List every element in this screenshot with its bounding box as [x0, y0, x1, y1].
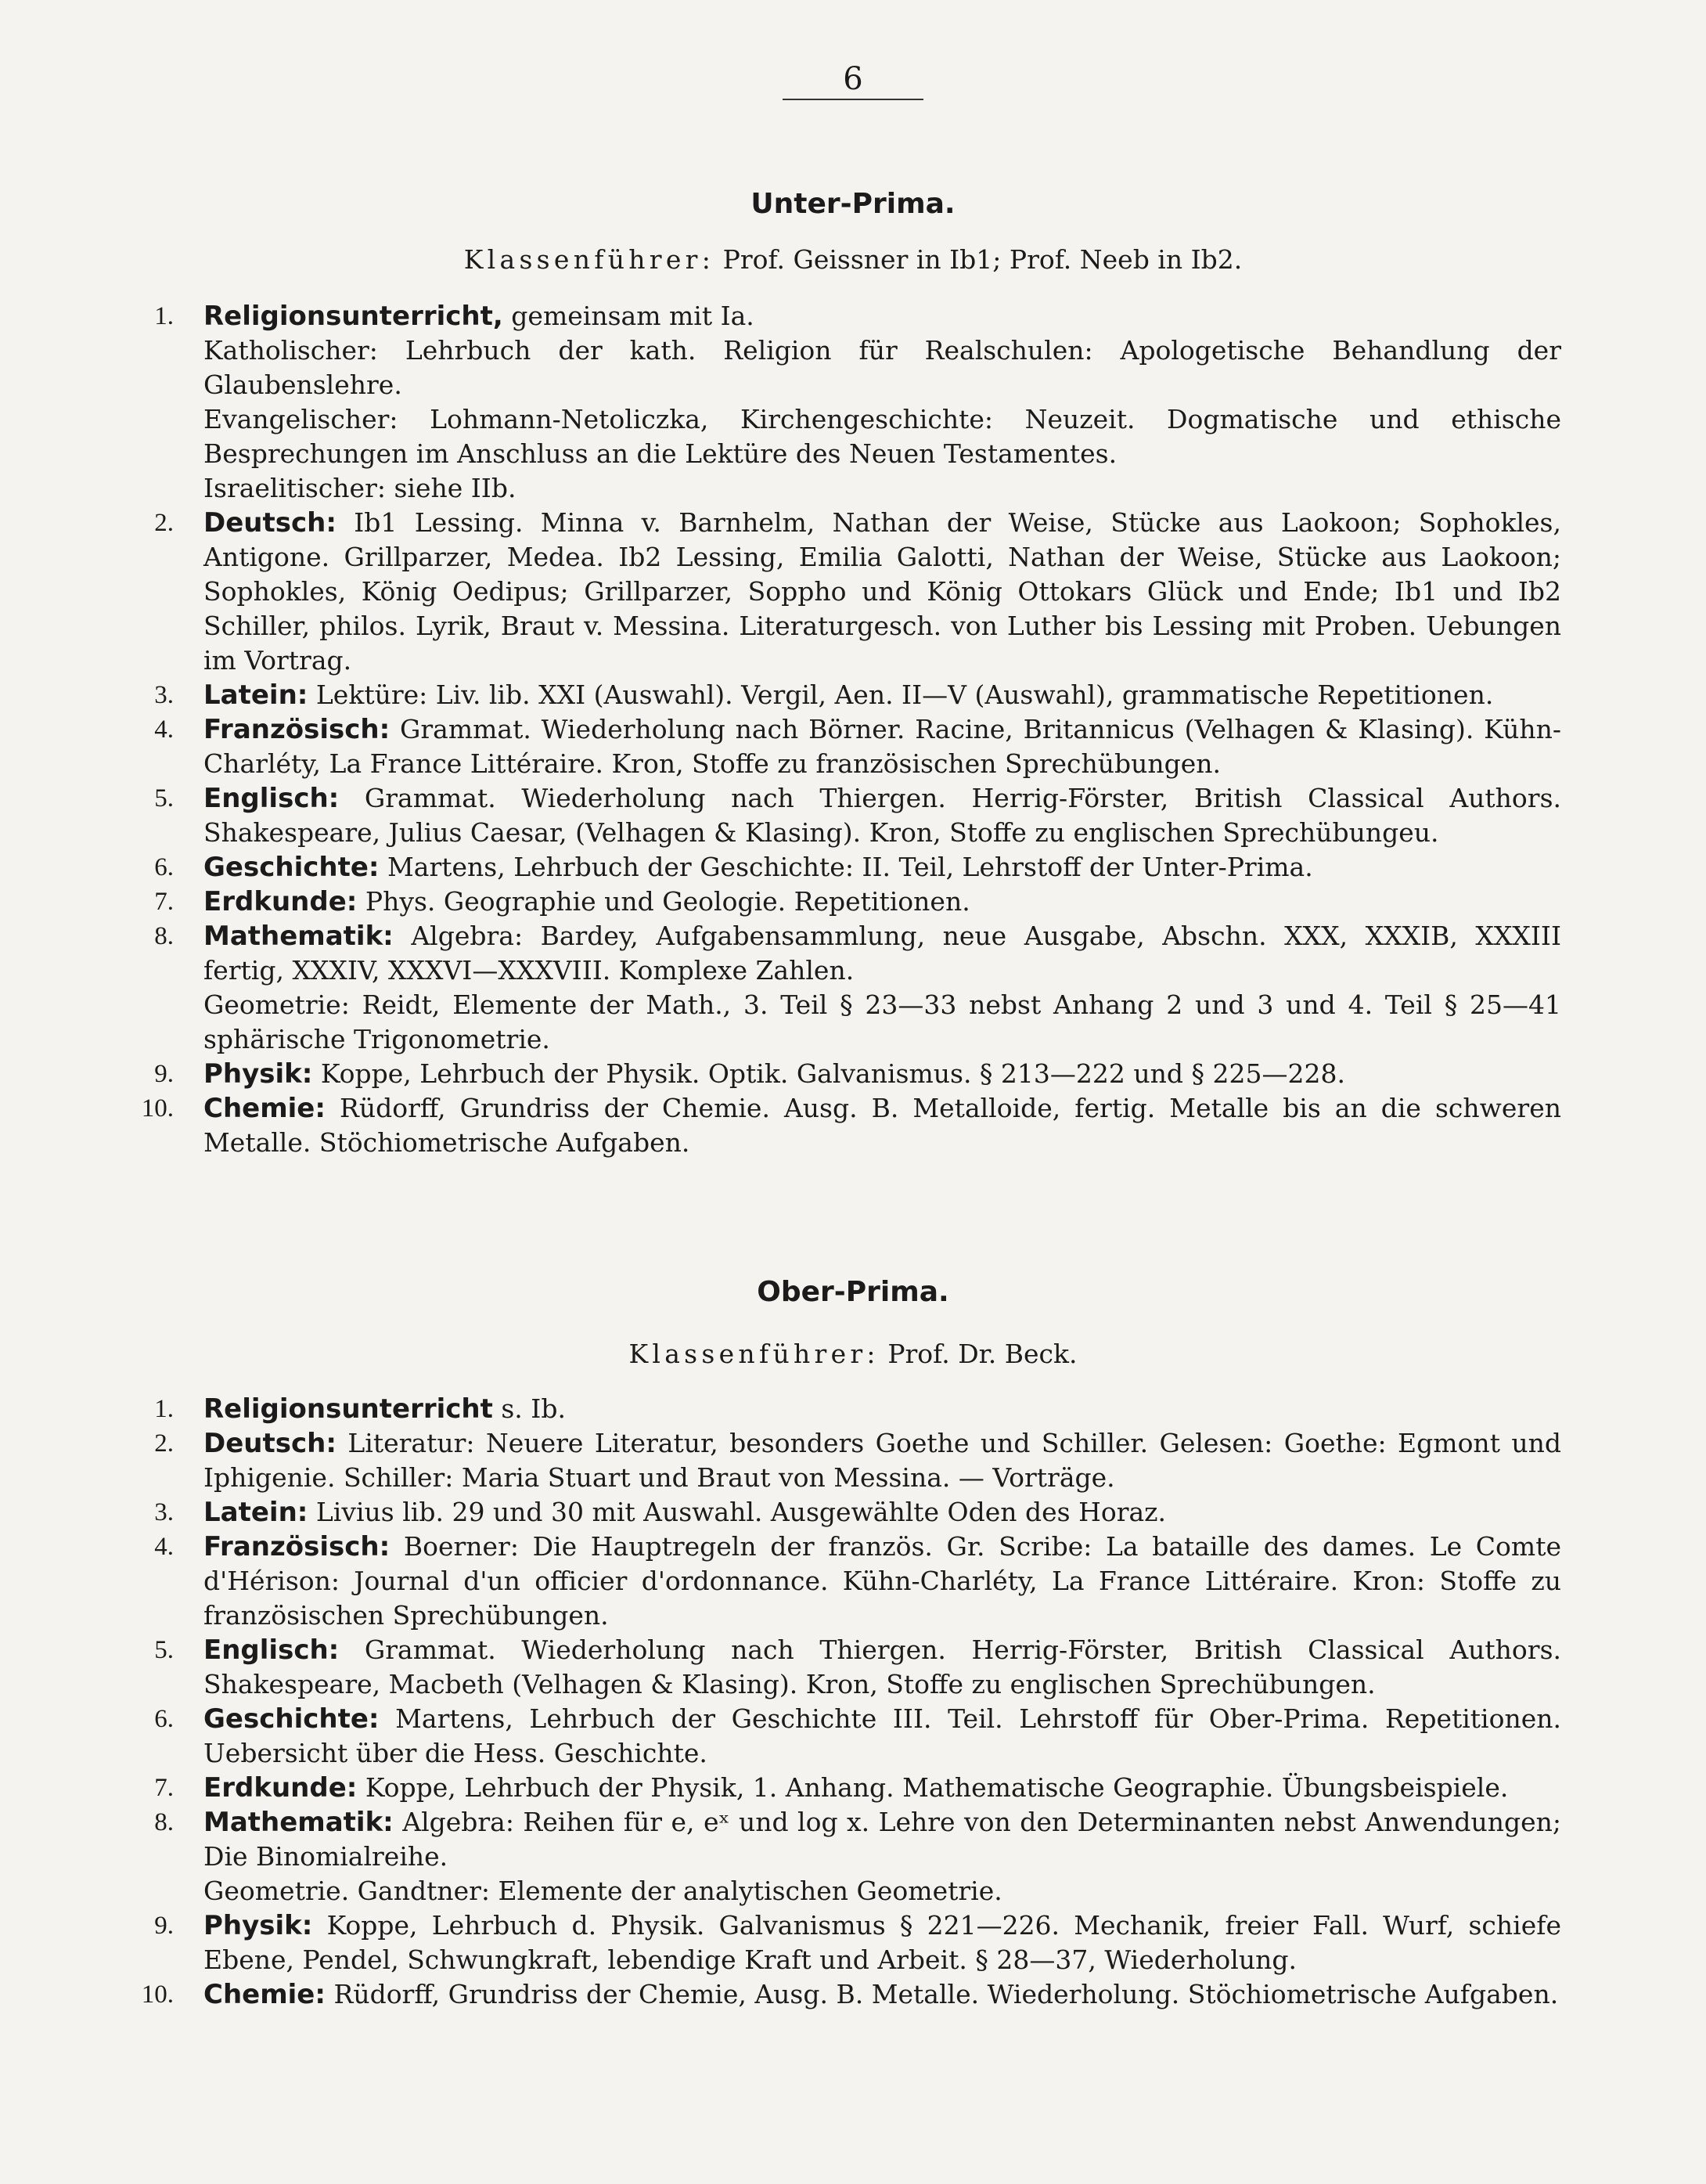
item-text: Evangelischer: Lohmann-Netoliczka, Kirchengeschichte: Neuzeit. Dogmatische und ethische Besprechungen im Anschluss an die Lektüre des Neuen Testamentes.	[203, 404, 1561, 469]
subject-item	[117, 1426, 1561, 1495]
item-text: Literatur: Neuere Literatur, besonders Goethe und Schiller. Gelesen: Goethe: Egmont und Iphigenie. Schiller: Maria Stuart und Braut von Messina. — Vorträge.	[203, 1428, 1562, 1493]
item-line	[203, 988, 1561, 1057]
item-text: Rüdorff, Grundriss der Chemie. Ausg. B. Metalloide, fertig. Metalle bis an die schweren Metalle. Stöchiometrische Aufgaben.	[203, 1093, 1561, 1158]
subject-name: Erdkunde:	[203, 886, 358, 917]
item-number: 3.	[154, 1498, 174, 1526]
item-line	[203, 1530, 1561, 1633]
item-line	[203, 506, 1561, 678]
item-text: Ib1 Lessing. Minna v. Barnhelm, Nathan der Weise, Stücke aus Laokoon; Sophokles, Antigone. Grillparzer, Medea. Ib2 Lessing, Emilia Galotti, Nathan der Weise, Stücke aus Laokoon; Sophokles, König Oedipus; Grillparzer, Soppho und König Ottokars Glück und Ende; Ib1 und Ib2 Schiller, philos. Lyrik, Braut v. Messina. Literaturgesch. von Luther bis Lessing mit Proben. Uebungen im Vortrag.	[203, 507, 1561, 676]
subject-item	[117, 712, 1561, 781]
item-text: Grammat. Wiederholung nach Börner. Racine, Britannicus (Velhagen & Klasing). Kühn-Charléty, La France Littéraire. Kron, Stoffe zu französischen Sprechübungen.	[203, 714, 1561, 779]
subject-name: Deutsch:	[203, 507, 337, 539]
item-line	[203, 1392, 1561, 1426]
subject-item	[117, 885, 1561, 919]
item-text: Geometrie: Reidt, Elemente der Math., 3. Teil § 23—33 nebst Anhang 2 und 3 und 4. Teil § 25—41 sphärische Trigonometrie.	[203, 989, 1561, 1054]
teacher-value: Prof. Dr. Beck.	[887, 1339, 1078, 1369]
item-line	[203, 402, 1561, 471]
item-text: Koppe, Lehrbuch d. Physik. Galvanismus § 221—226. Mechanik, freier Fall. Wurf, schiefe Ebene, Pendel, Schwungkraft, lebendige Kraft und Arbeit. § 28—37, Wiederholung.	[203, 1910, 1561, 1975]
item-line	[203, 781, 1561, 850]
subject-item	[117, 506, 1561, 678]
subject-item	[117, 1908, 1561, 1977]
item-line	[203, 333, 1561, 402]
subject-name: Geschichte:	[203, 1703, 380, 1735]
class-teacher-unter-prima	[0, 244, 1706, 275]
subject-item	[117, 1530, 1561, 1633]
subject-name: Geschichte:	[203, 852, 380, 883]
subject-name: Mathematik:	[203, 921, 394, 952]
item-text: Phys. Geographie und Geologie. Repetitionen.	[365, 886, 970, 917]
item-text: Algebra: Bardey, Aufgabensammlung, neue Ausgabe, Abschn. XXX, XXXIB, XXXIII fertig, XXXIV, XXXVI—XXXVIII. Komplexe Zahlen.	[203, 921, 1561, 986]
subject-name: Latein:	[203, 679, 308, 711]
subject-item	[117, 1771, 1561, 1805]
item-text: Katholischer: Lehrbuch der kath. Religion für Realschulen: Apologetische Behandlung der Glaubenslehre.	[203, 335, 1561, 400]
item-number: 2.	[154, 1429, 174, 1458]
item-number: 6.	[154, 853, 174, 881]
item-number: 10.	[141, 1980, 174, 2009]
subject-item	[117, 1977, 1561, 2012]
subject-name: Religionsunterricht	[203, 1393, 493, 1425]
subject-item	[117, 850, 1561, 885]
item-line	[203, 919, 1561, 988]
item-number: 8.	[154, 922, 174, 950]
subject-name: Englisch:	[203, 783, 340, 814]
item-line	[203, 1805, 1561, 1874]
teacher-value: Prof. Geissner in Ib1; Prof. Neeb in Ib2.	[722, 244, 1243, 275]
item-text: gemeinsam mit Ia.	[511, 301, 754, 331]
subject-item	[117, 1392, 1561, 1426]
item-line	[203, 299, 1561, 333]
item-text: Boerner: Die Hauptregeln der französ. Gr. Scribe: La bataille des dames. Le Comte d'Hérison: Journal d'un officier d'ordonnance. Kühn-Charléty, La France Littéraire. Kron: Stoffe zu französischen Sprechübungen.	[203, 1531, 1561, 1631]
subject-item	[117, 1091, 1561, 1160]
item-text: Livius lib. 29 und 30 mit Auswahl. Ausgewählte Oden des Horaz.	[315, 1497, 1167, 1527]
item-line	[203, 1057, 1561, 1091]
item-line	[203, 678, 1561, 712]
item-line	[203, 1771, 1561, 1805]
item-text: Lektüre: Liv. lib. XXI (Auswahl). Vergil, Aen. II—V (Auswahl), grammatische Repetitionen.	[315, 679, 1494, 710]
item-number: 9.	[154, 1060, 174, 1088]
item-text: Grammat. Wiederholung nach Thiergen. Herrig-Förster, British Classical Authors. Shakespeare, Julius Caesar, (Velhagen & Klasing). Kron, Stoffe zu englischen Sprechübungeu.	[203, 783, 1561, 848]
item-number: 6.	[154, 1705, 174, 1733]
item-text: s. Ib.	[501, 1393, 566, 1424]
subject-item	[117, 1633, 1561, 1702]
item-line	[203, 1874, 1561, 1908]
item-line	[203, 712, 1561, 781]
item-line	[203, 1908, 1561, 1977]
item-text: Grammat. Wiederholung nach Thiergen. Herrig-Förster, British Classical Authors. Shakespeare, Macbeth (Velhagen & Klasing). Kron, Stoffe zu englischen Sprechübungen.	[203, 1634, 1561, 1699]
item-text: Martens, Lehrbuch der Geschichte: II. Teil, Lehrstoff der Unter-Prima.	[387, 852, 1313, 882]
item-line	[203, 1495, 1561, 1530]
subject-list-unter-prima	[117, 299, 1561, 1160]
item-line	[203, 471, 1561, 506]
item-number: 1.	[154, 302, 174, 330]
item-text: Koppe, Lehrbuch der Physik. Optik. Galvanismus. § 213—222 und § 225—228.	[320, 1058, 1345, 1089]
item-line	[203, 1426, 1561, 1495]
subject-item	[117, 781, 1561, 850]
item-line	[203, 1702, 1561, 1771]
item-number: 3.	[154, 681, 174, 709]
item-text: Israelitischer: siehe IIb.	[203, 473, 516, 503]
item-line	[203, 885, 1561, 919]
subject-name: Latein:	[203, 1497, 308, 1528]
subject-name: Französisch:	[203, 714, 391, 745]
subject-name: Religionsunterricht,	[203, 301, 503, 332]
subject-item	[117, 1057, 1561, 1091]
item-number: 2.	[154, 509, 174, 537]
subject-item	[117, 919, 1561, 1057]
item-line	[203, 1977, 1561, 2012]
subject-name: Chemie:	[203, 1979, 326, 2010]
teacher-label: Klassenführer:	[463, 244, 715, 275]
section-title-ober-prima: Ober-Prima.	[757, 1276, 949, 1308]
subject-name: Physik:	[203, 1910, 313, 1941]
subject-item	[117, 1495, 1561, 1530]
item-number: 4.	[154, 1533, 174, 1561]
subject-name: Chemie:	[203, 1093, 326, 1124]
item-number: 4.	[154, 715, 174, 744]
subject-item	[117, 1805, 1561, 1908]
section-title-unter-prima: Unter-Prima.	[750, 188, 956, 220]
item-line	[203, 1633, 1561, 1702]
item-number: 5.	[154, 784, 174, 813]
item-text: Rüdorff, Grundriss der Chemie, Ausg. B. Metalle. Wiederholung. Stöchiometrische Aufgaben.	[333, 1979, 1559, 2009]
subject-name: Deutsch:	[203, 1428, 337, 1459]
item-line	[203, 1091, 1561, 1160]
subject-list-ober-prima	[117, 1392, 1561, 2012]
item-number: 7.	[154, 1774, 174, 1802]
subject-item	[117, 299, 1561, 506]
item-text: Koppe, Lehrbuch der Physik, 1. Anhang. Mathematische Geographie. Übungsbeispiele.	[365, 1772, 1509, 1803]
subject-name: Mathematik:	[203, 1807, 394, 1838]
item-number: 1.	[154, 1395, 174, 1423]
item-number: 10.	[141, 1094, 174, 1123]
item-number: 5.	[154, 1636, 174, 1664]
subject-item	[117, 678, 1561, 712]
teacher-label: Klassenführer:	[628, 1339, 880, 1369]
item-line	[203, 850, 1561, 885]
subject-name: Französisch:	[203, 1531, 391, 1562]
class-teacher-ober-prima	[0, 1339, 1706, 1369]
item-text: Geometrie. Gandtner: Elemente der analytischen Geometrie.	[203, 1876, 1002, 1906]
subject-name: Physik:	[203, 1058, 313, 1090]
subject-item	[117, 1702, 1561, 1771]
page-number: 6	[783, 61, 923, 100]
item-text: Algebra: Reihen für e, eˣ und log x. Lehre von den Determinanten nebst Anwendungen; Die Binomialreihe.	[203, 1807, 1561, 1872]
item-number: 7.	[154, 888, 174, 916]
item-number: 9.	[154, 1912, 174, 1940]
subject-name: Erdkunde:	[203, 1772, 358, 1804]
item-text: Martens, Lehrbuch der Geschichte III. Teil. Lehrstoff für Ober-Prima. Repetitionen. Uebersicht über die Hess. Geschichte.	[203, 1703, 1561, 1768]
item-number: 8.	[154, 1808, 174, 1836]
subject-name: Englisch:	[203, 1634, 340, 1666]
